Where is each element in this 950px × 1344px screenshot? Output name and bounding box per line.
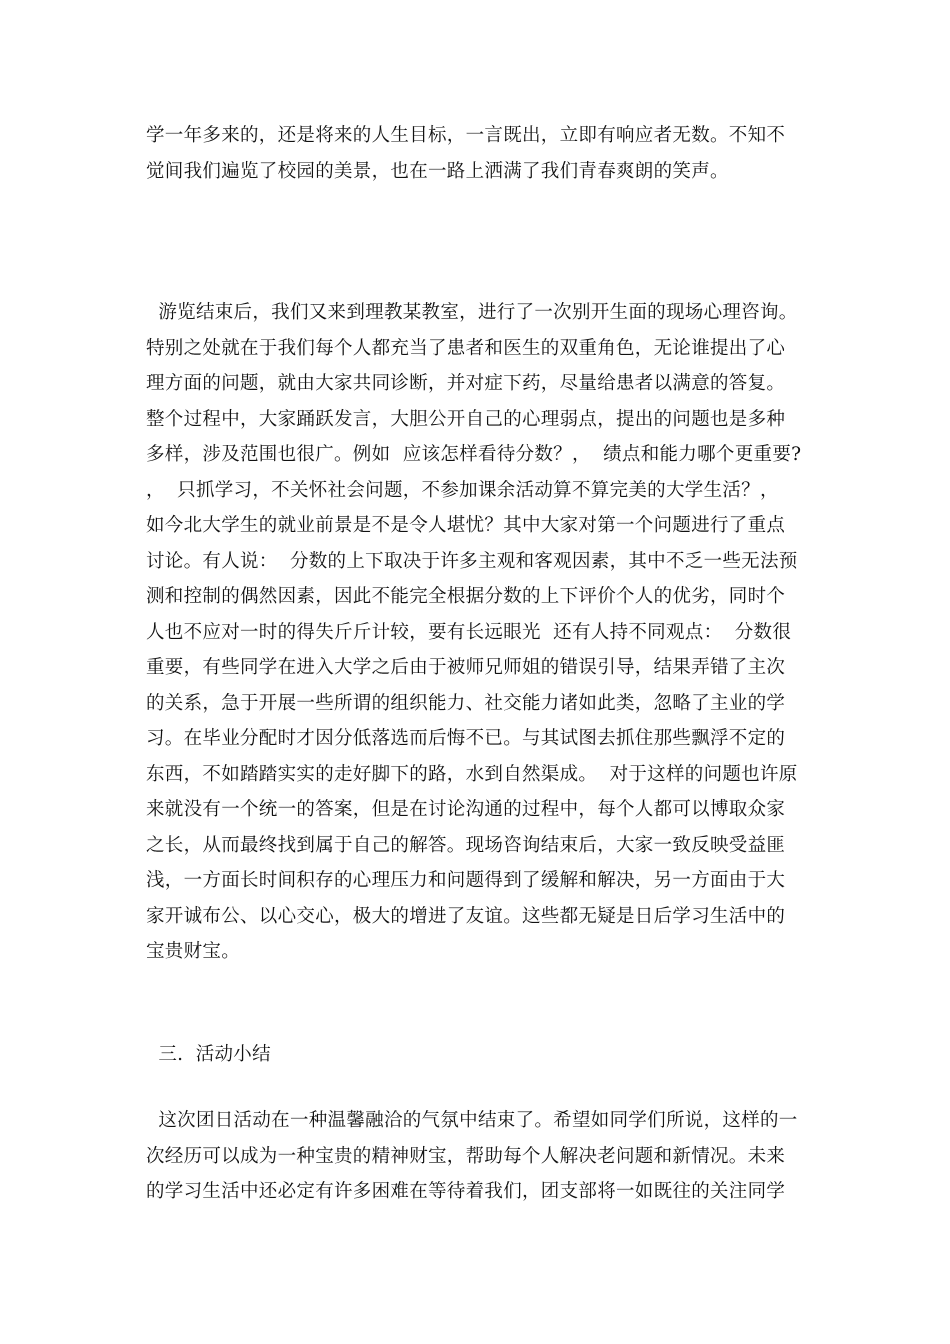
section-heading xyxy=(146,1037,806,1073)
text-line: 这次团日活动在一种温馨融洽的气氛中结束了。希望如同学们所说，这样的一 xyxy=(146,1110,798,1131)
text-line: ， 只抓学习，不关怀社会问题，不参加课余活动算不算完美的大学生活？， xyxy=(146,479,779,501)
text-line: 整个过程中，大家踊跃发言，大胆公开自己的心理弱点，提出的问题也是多种 xyxy=(146,408,786,430)
text-line: 测和控制的偶然因素，因此不能完全根据分数的上下评价个人的优劣，同时个 xyxy=(146,586,786,607)
paragraph-3 xyxy=(146,1103,806,1210)
text-line: 来就没有一个统一的答案，但是在讨论沟通的过程中，每个人都可以博取众家 xyxy=(146,799,786,820)
text-line: 的关系，急于开展一些所谓的组织能力、社交能力诸如此类，忽略了主业的学 xyxy=(146,692,786,714)
text-line: 理方面的问题，就由大家共同诊断，并对症下药，尽量给患者以满意的答复。 xyxy=(146,373,786,394)
text-line: 重要，有些同学在进入大学之后由于被师兄师姐的错误引导，结果弄错了主次 xyxy=(146,657,786,678)
text-line: 特别之处就在于我们每个人都充当了患者和医生的双重角色，无论谁提出了心 xyxy=(146,337,786,359)
text-line: 学一年多来的，还是将来的人生目标，一言既出，立即有响应者无数。不知不 xyxy=(146,125,786,146)
section-heading-text: 三. 活动小结 xyxy=(146,1044,271,1065)
text-line: 游览结束后，我们又来到理教某教室，进行了一次别开生面的现场心理咨询。 xyxy=(146,302,798,323)
text-line: 讨论。有人说： 分数的上下取决于许多主观和客观因素，其中不乏一些无法预 xyxy=(146,550,798,572)
text-line: 如今北大学生的就业前景是不是令人堪忧？其中大家对第一个问题进行了重点 xyxy=(146,515,786,536)
text-line: 人也不应对一时的得失斤斤计较，要有长远眼光 还有人持不同观点： 分数很 xyxy=(146,621,792,643)
paragraph-1 xyxy=(146,118,806,189)
text-line: 习。在毕业分配时才因分低落选而后悔不已。与其试图去抓住那些飘浮不定的 xyxy=(146,728,786,749)
text-line: 浅，一方面长时间积存的心理压力和问题得到了缓解和解决，另一方面由于大 xyxy=(146,870,786,891)
text-line: 觉间我们遍览了校园的美景，也在一路上洒满了我们青春爽朗的笑声。 xyxy=(146,160,729,182)
text-line: 的学习生活中还必定有许多困难在等待着我们，团支部将一如既往的关注同学 xyxy=(146,1181,786,1202)
text-line: 宝贵财宝。 xyxy=(146,941,241,962)
paragraph-2 xyxy=(146,295,806,970)
text-line: 多样，涉及范围也很广。例如 应该怎样看待分数？， 绩点和能力哪个更重要? xyxy=(146,444,802,465)
text-line: 之长，从而最终找到属于自己的解答。现场咨询结束后，大家一致反映受益匪 xyxy=(146,834,786,856)
text-line: 次经历可以成为一种宝贵的精神财宝，帮助每个人解决老问题和新情况。未来 xyxy=(146,1145,786,1167)
text-line: 东西，不如踏踏实实的走好脚下的路，水到自然渠成。 对于这样的问题也许原 xyxy=(146,763,798,785)
text-line: 家开诚布公、以心交心，极大的增进了友谊。这些都无疑是日后学习生活中的 xyxy=(146,905,786,927)
